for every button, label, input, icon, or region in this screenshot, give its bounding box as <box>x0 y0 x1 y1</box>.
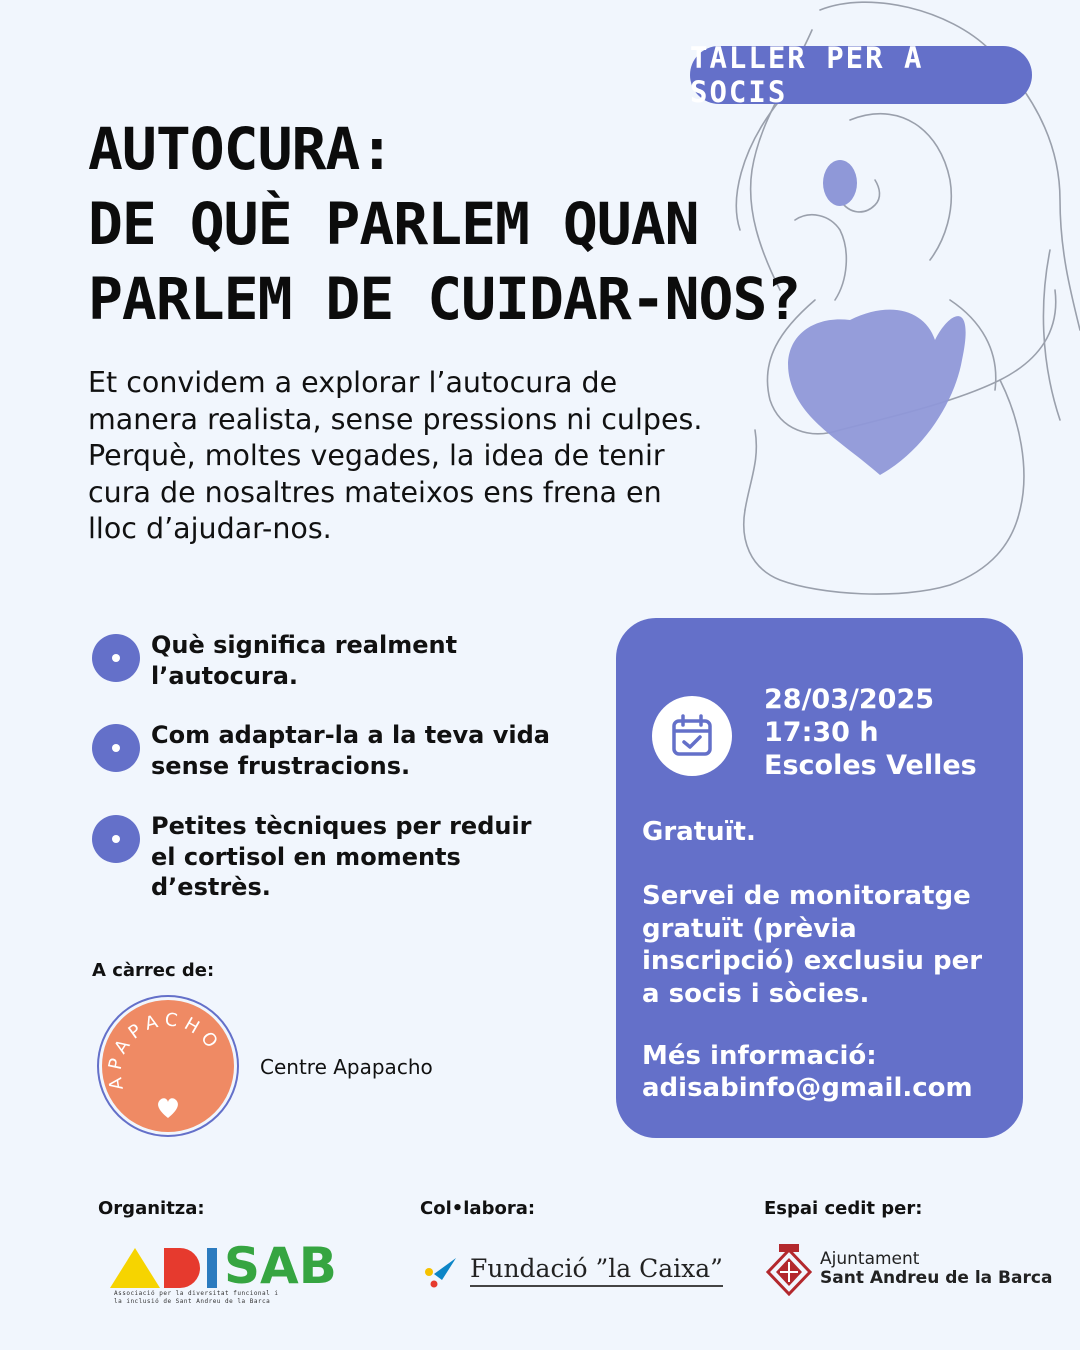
ajuntament-name: Ajuntament Sant Andreu de la Barca <box>820 1249 1053 1288</box>
bullet-text <box>151 630 457 691</box>
bullet-line: d’estrès. <box>151 873 271 901</box>
contact-email[interactable]: adisabinfo@gmail.com <box>642 1073 973 1103</box>
event-price: Gratuït. <box>642 817 756 847</box>
adisab-sab-letters: SAB <box>224 1237 337 1295</box>
in-charge-label: A càrrec de: <box>92 960 215 981</box>
bullet-dot-icon <box>92 724 140 772</box>
intro-line: lloc d’ajudar-nos. <box>88 512 332 545</box>
bullet-item <box>92 630 592 691</box>
adisab-triangle-a <box>110 1248 160 1288</box>
event-info-card <box>616 618 1023 1138</box>
adisab-bar-i <box>204 1248 220 1288</box>
page-title <box>88 112 848 337</box>
service-line: inscripció) exclusiu per <box>642 946 983 976</box>
lacaixa-logo <box>420 1250 723 1290</box>
bullet-line: sense frustracions. <box>151 751 411 780</box>
intro-line: Et convidem a explorar l’autocura de <box>88 366 618 399</box>
adisab-half-circle-d <box>160 1248 204 1288</box>
bullet-text <box>151 720 550 781</box>
workshop-badge: TALLER PER A SOCIS <box>690 46 1032 104</box>
lacaixa-name: Fundació ”la Caixa” <box>470 1254 723 1287</box>
title-line: DE QUÈ PARLEM QUAN <box>88 190 699 258</box>
adisab-logo <box>110 1237 337 1295</box>
service-line: Servei de monitoratge <box>642 881 971 911</box>
calendar-icon-circle <box>652 696 732 776</box>
title-line: PARLEM DE CUIDAR-NOS? <box>88 265 801 333</box>
bullet-item <box>92 811 592 903</box>
bullet-line: l’autocura. <box>151 661 299 690</box>
ajuntament-logo <box>766 1242 1052 1296</box>
coat-of-arms-icon <box>766 1242 812 1296</box>
service-line: a socis i sòcies. <box>642 978 870 1009</box>
apapacho-logo-text: APAPACHO <box>104 1009 226 1092</box>
bullet-line: el cortisol en moments <box>151 842 461 871</box>
lacaixa-star-icon <box>420 1250 460 1290</box>
bullet-line: Petites tècniques per reduir <box>151 812 532 840</box>
event-place: Escoles Velles <box>764 750 977 781</box>
adisab-subtitle: Associació per la diversitat funcional i la inclusió de Sant Andreu de la Barca <box>114 1290 279 1305</box>
bullet-dot-icon <box>92 634 140 682</box>
apapacho-logo <box>96 994 240 1138</box>
intro-line: Perquè, moltes vegades, la idea de tenir <box>88 439 665 472</box>
event-time: 17:30 h <box>764 717 879 748</box>
title-line: AUTOCURA: <box>88 115 394 183</box>
adisab-wordmark <box>110 1237 337 1295</box>
bullet-dot-icon <box>92 815 140 863</box>
collaborator-label: Col•labora: <box>420 1198 536 1219</box>
intro-paragraph <box>88 365 808 548</box>
intro-line: cura de nosaltres mateixos ens frena en <box>88 475 662 509</box>
bullet-text <box>151 811 532 903</box>
calendar-check-icon <box>668 712 716 760</box>
apapacho-name: Centre Apapacho <box>260 1055 433 1079</box>
childcare-service-note <box>642 880 982 1010</box>
bullet-item <box>92 720 592 781</box>
bullet-line: Com adaptar-la a la teva vida <box>151 721 550 749</box>
venue-label: Espai cedit per: <box>764 1198 923 1219</box>
bullet-line: Què significa realment <box>151 631 458 659</box>
organizer-label: Organitza: <box>98 1198 205 1219</box>
more-info-label: Més informació: <box>642 1041 877 1071</box>
event-date: 28/03/2025 <box>764 684 935 715</box>
intro-line: manera realista, sense pressions ni culpes. <box>88 402 703 436</box>
service-line: gratuït (prèvia <box>642 913 857 944</box>
